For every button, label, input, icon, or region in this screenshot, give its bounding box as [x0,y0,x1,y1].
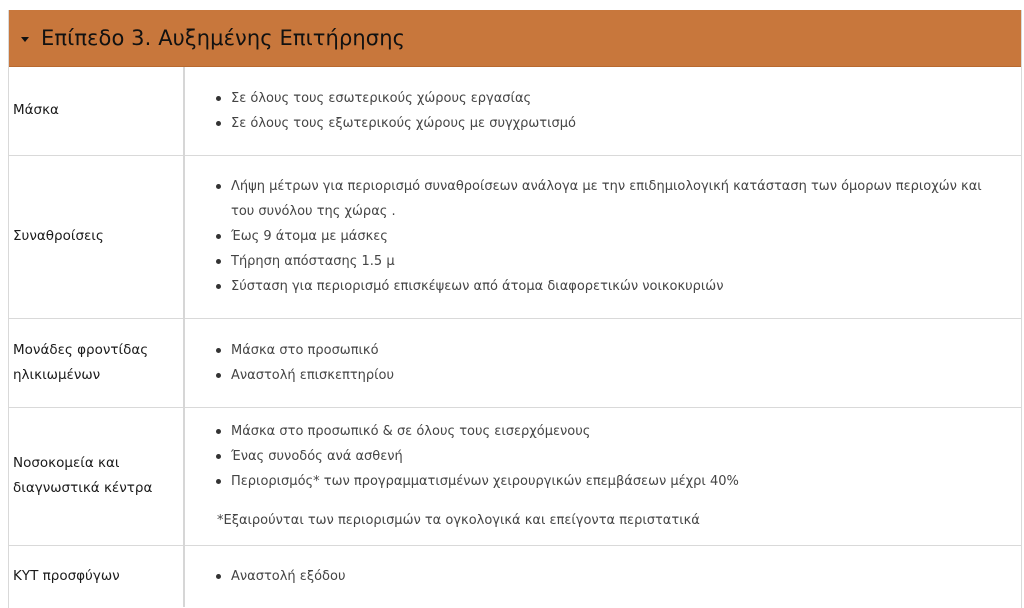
row-label: Συναθροίσεις [9,155,184,318]
measures-list [215,564,1003,589]
measures-list [215,338,1003,388]
row-label: ΚΥΤ προσφύγων [9,545,184,607]
list-item: Αναστολή επισκεπτηρίου [215,363,1003,388]
table-row [9,318,1021,407]
accordion-panel [8,10,1022,608]
row-content [184,67,1021,155]
measures-list [215,86,1003,136]
footnote: *Εξαιρούνται των περιορισμών τα ογκολογικά και επείγοντα περιστατικά [217,513,700,528]
list-item: Αναστολή εξόδου [215,564,1003,589]
accordion-title: Επίπεδο 3. Αυξημένης Επιτήρησης [41,26,406,50]
list-item: Σύσταση για περιορισμό επισκέψεων από άτομα διαφορετικών νοικοκυριών [215,274,1003,299]
list-item: Σε όλους τους εξωτερικούς χώρους με συγχρωτισμό [215,111,1003,136]
list-item: Περιορισμός* των προγραμματισμένων χειρουργικών επεμβάσεων μέχρι 40% [215,469,1003,494]
row-label: Μάσκα [9,67,184,155]
list-item: Έως 9 άτομα με μάσκες [215,224,1003,249]
row-label: Νοσοκομεία και διαγνωστικά κέντρα [9,407,184,545]
row-label: Μονάδες φροντίδας ηλικιωμένων [9,318,184,407]
measures-list [215,419,1003,494]
list-item: Λήψη μέτρων για περιορισμό συναθροίσεων ανάλογα με την επιδημιολογική κατάσταση των όμορων περιοχών και του συνόλου της χώρας . [215,174,1003,224]
list-item: Σε όλους τους εσωτερικούς χώρους εργασίας [215,86,1003,111]
list-item: Τήρηση απόστασης 1.5 μ [215,249,1003,274]
measures-table [9,67,1021,607]
table-row [9,407,1021,545]
row-content [184,155,1021,318]
measures-list [215,174,1003,299]
row-content [184,545,1021,607]
caret-down-icon [21,37,29,42]
list-item: Μάσκα στο προσωπικό [215,338,1003,363]
table-row [9,67,1021,155]
row-content [184,407,1021,545]
table-row [9,155,1021,318]
list-item: Ένας συνοδός ανά ασθενή [215,444,1003,469]
row-content [184,318,1021,407]
table-row [9,545,1021,607]
accordion-header[interactable] [9,10,1021,67]
list-item: Μάσκα στο προσωπικό & σε όλους τους εισερχόμενους [215,419,1003,444]
